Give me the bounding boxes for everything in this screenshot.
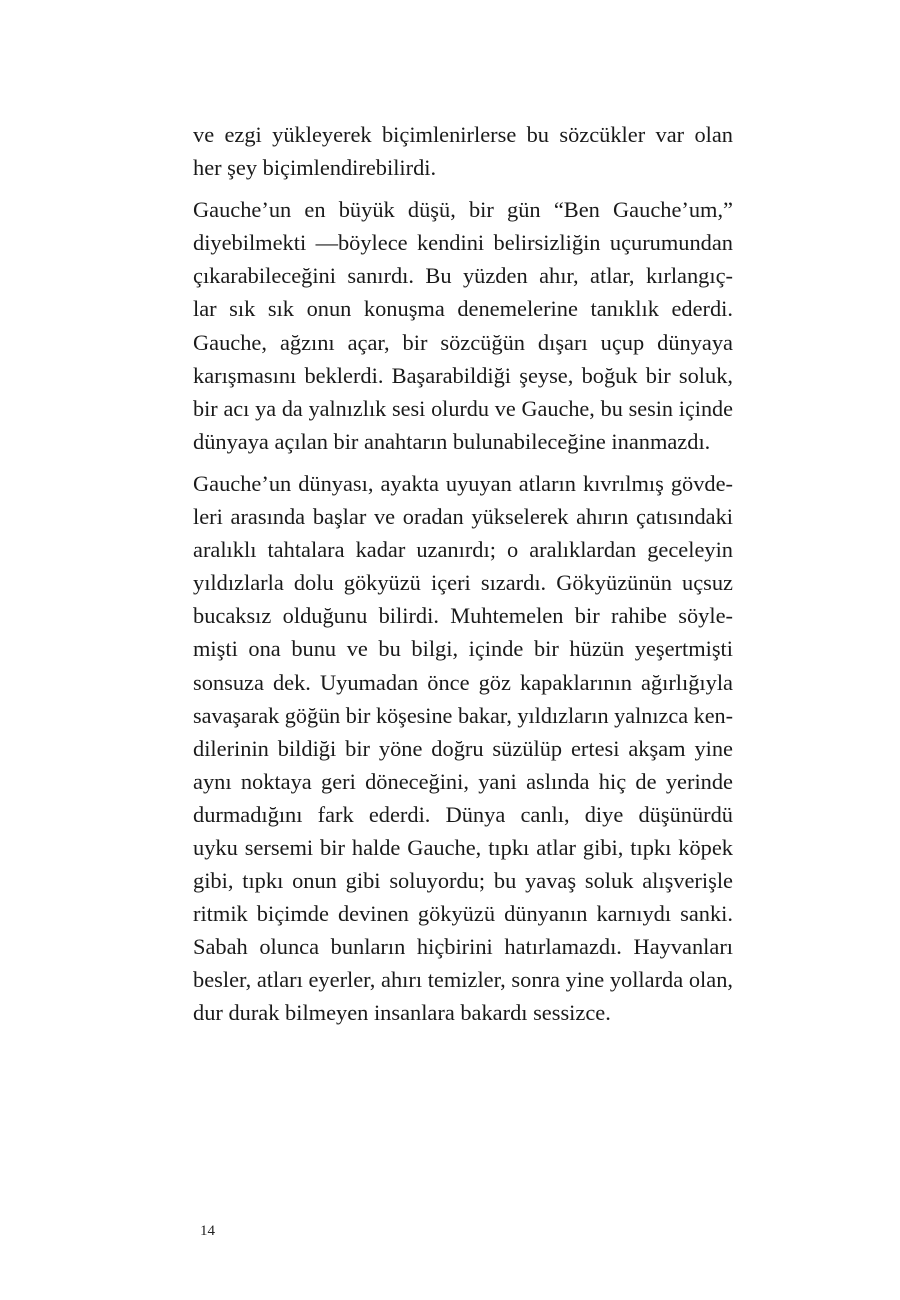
page-body: [193, 118, 733, 1030]
text-line: Sabah olunca bunların hiçbirini hatırlamazdı. Hayvanları: [193, 934, 733, 960]
text-line: durmadığını fark ederdi. Dünya canlı, diye düşünürdü: [193, 801, 733, 827]
text-line: besler, atları eyerler, ahırı temizler, sonra yine yollarda olan,: [193, 967, 733, 993]
text-line: bucaksız olduğunu bilirdi. Muhtemelen bir rahibe söyle-: [193, 603, 733, 629]
text-line: lar sık sık onun konuşma denemelerine tanıklık ederdi.: [193, 296, 733, 322]
page-number: 14: [200, 1223, 215, 1239]
text-line: dur durak bilmeyen insanlara bakardı sessizce.: [193, 1000, 611, 1026]
text-line: Gauche, ağzını açar, bir sözcüğün dışarı uçup dünyaya: [193, 329, 733, 355]
paragraph: [193, 118, 733, 184]
text-line: uyku sersemi bir halde Gauche, tıpkı atlar gibi, tıpkı köpek: [193, 834, 733, 860]
text-line: dünyaya açılan bir anahtarın bulunabileceğine inanmazdı.: [193, 428, 711, 454]
text-line: mişti ona bunu ve bu bilgi, içinde bir hüzün yeşertmişti: [193, 636, 733, 662]
text-line: yıldızlarla dolu gökyüzü içeri sızardı. Gökyüzünün uçsuz: [193, 570, 733, 596]
text-line: leri arasında başlar ve oradan yükselerek ahırın çatısındaki: [193, 504, 733, 530]
text-line: Gauche’un dünyası, ayakta uyuyan atların kıvrılmış gövde-: [193, 470, 733, 496]
text-line: gibi, tıpkı onun gibi soluyordu; bu yavaş soluk alışverişle: [193, 868, 733, 894]
text-line: Gauche’un en büyük düşü, bir gün “Ben Gauche’um,”: [193, 197, 733, 223]
text-line: aynı noktaya geri döneceğini, yani aslında hiç de yerinde: [193, 768, 733, 794]
paragraph: [193, 467, 733, 1030]
text-line: sonsuza dek. Uyumadan önce göz kapaklarının ağırlığıyla: [193, 669, 733, 695]
text-line: diyebilmekti —böylece kendini belirsizliğin uçurumundan: [193, 230, 733, 256]
text-line: aralıklı tahtalara kadar uzanırdı; o aralıklardan geceleyin: [193, 537, 733, 563]
text-line: savaşarak göğün bir köşesine bakar, yıldızların yalnızca ken-: [193, 702, 734, 728]
text-line: ve ezgi yükleyerek biçimlenirlerse bu sözcükler var olan: [193, 122, 733, 147]
paragraph: [193, 193, 733, 458]
text-line: dilerinin bildiği bir yöne doğru süzülüp ertesi akşam yine: [193, 735, 733, 761]
text-line: her şey biçimlendirebilirdi.: [193, 155, 437, 181]
text-line: ritmik biçimde devinen gökyüzü dünyanın karnıydı sanki.: [193, 901, 733, 927]
text-line: bir acı ya da yalnızlık sesi olurdu ve Gauche, bu sesin içinde: [193, 395, 733, 421]
text-line: çıkarabileceğini sanırdı. Bu yüzden ahır, atlar, kırlangıç-: [193, 263, 733, 289]
text-line: karışmasını beklerdi. Başarabildiği şeyse, boğuk bir soluk,: [193, 362, 733, 388]
